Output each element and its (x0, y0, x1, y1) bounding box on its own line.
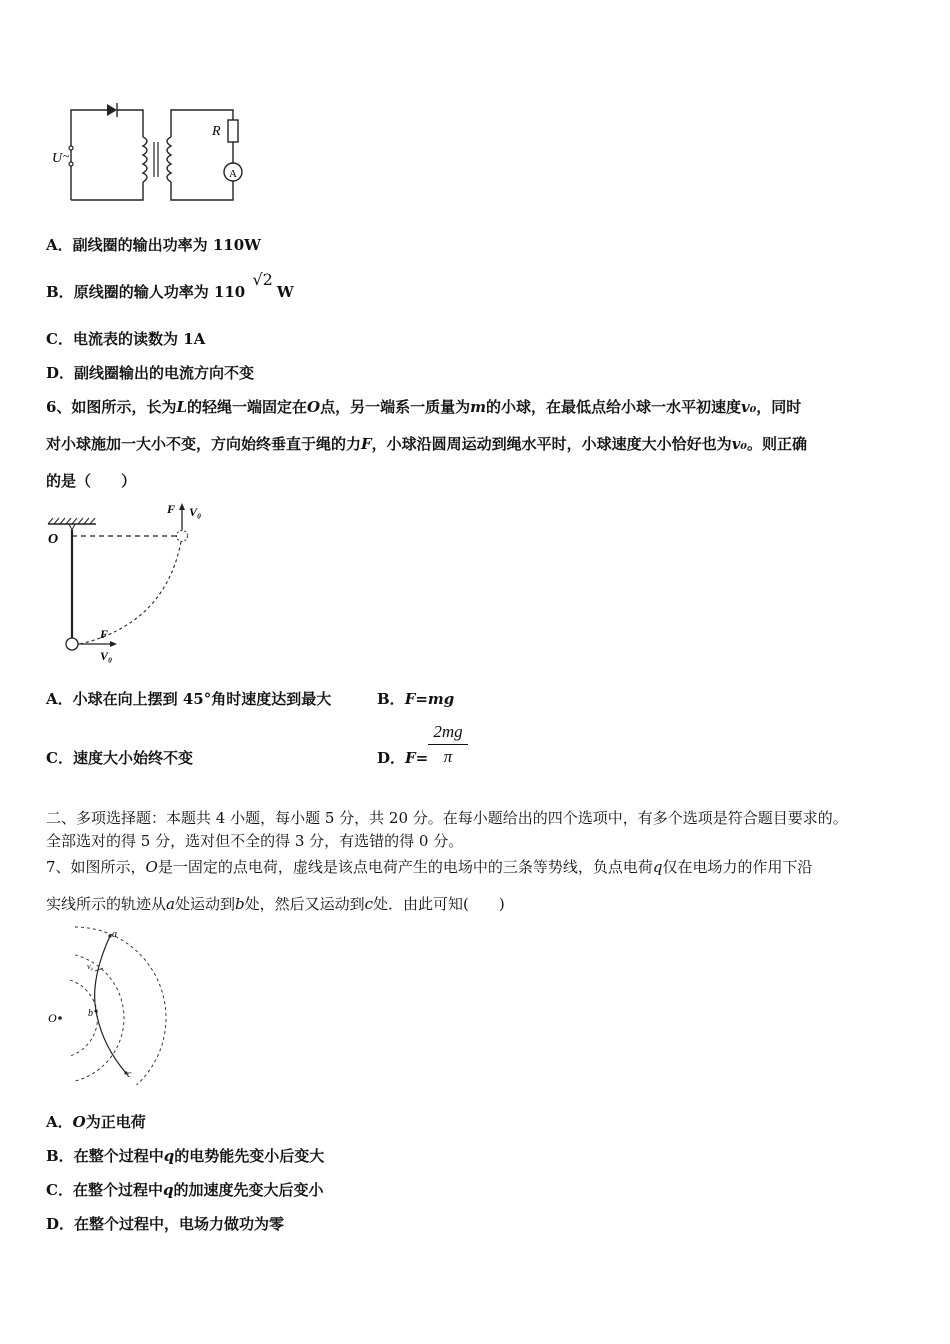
q6-option-d: D．F= (377, 749, 429, 767)
ac-symbol: ~ (63, 149, 70, 163)
section2-heading-line1: 二、多项选择题：本题共 4 小题，每小题 5 分，共 20 分。在每小题给出的四个选项中，有多个选项是符合题目要求的。 (46, 809, 848, 827)
pendulum-figure (40, 498, 220, 670)
point-c-label: c (127, 1069, 132, 1080)
q7-stem-line1: 7、如图所示，O是一固定的点电荷，虚线是该点电荷产生的电场中的三条等势线，负点电荷q仅在电场力的作用下沿 (46, 858, 813, 876)
diode-icon (107, 104, 117, 116)
q7-option-a: A．O为正电荷 (46, 1113, 146, 1131)
q7-option-c: C．在整个过程中q的加速度先变大后变小 (46, 1181, 324, 1199)
voltage-label: U (52, 151, 63, 166)
sqrt2: √2 (252, 270, 273, 289)
q5-option-a: A．副线圈的输出功率为 110W (46, 236, 262, 254)
q6-option-b: B．F=mg (377, 690, 455, 708)
velocity-label: v₀ (87, 962, 94, 971)
q6-stem-line1: 6、如图所示，长为L的轻绳一端固定在O点，另一端系一质量为m的小球，在最低点给小球一水平初速度v₀，同时 (46, 398, 802, 416)
q7-option-b: B．在整个过程中q的电势能先变小后变大 (46, 1147, 325, 1165)
q6-option-c: C．速度大小始终不变 (46, 749, 193, 767)
q5-option-b: B．原线圈的输人功率为 110 √2W (46, 270, 294, 301)
top-velocity-label: V₀ (189, 505, 202, 519)
q7-option-d: D．在整个过程中，电场力做功为零 (46, 1215, 285, 1233)
q6-stem-line2: 对小球施加一大小不变，方向始终垂直于绳的力F，小球沿圆周运动到绳水平时，小球速度大小恰好也为v₀。则正确 (46, 435, 807, 453)
bottom-velocity-label: V₀ (100, 649, 113, 663)
point-b-label: b (88, 1008, 93, 1019)
charge-label: O (48, 1011, 57, 1025)
fraction-denominator: π (443, 747, 453, 766)
q6-option-d-fraction (428, 722, 468, 767)
section2-heading-line2: 全部选对的得 5 分，选对但不全的得 3 分，有选错的得 0 分。 (46, 832, 464, 850)
primary-coil-icon (143, 137, 147, 182)
top-force-label: F (167, 502, 176, 516)
ball-bottom-icon (66, 638, 78, 650)
q6-option-a: A．小球在向上摆到 45°角时速度达到最大 (46, 690, 332, 708)
q5-option-c: C．电流表的读数为 1A (46, 330, 206, 348)
equipotential-figure (40, 925, 170, 1085)
bottom-force-label: F (100, 627, 109, 641)
point-a-label: a (112, 929, 117, 940)
q7-stem-line2: 实线所示的轨迹从a处运动到b处，然后又运动到c处．由此可知( ) (46, 895, 505, 913)
q6-stem-line3: 的是（ ） (46, 472, 137, 490)
pivot-label: O (48, 532, 59, 547)
q5-option-d: D．副线圈输出的电流方向不变 (46, 364, 255, 382)
resistor-icon (228, 120, 238, 142)
fraction-numerator: 2mg (433, 722, 463, 741)
secondary-coil-icon (167, 137, 171, 182)
ball-top-icon (177, 531, 188, 542)
resistor-label: R (212, 124, 221, 139)
ammeter-label: A (229, 168, 237, 180)
transformer-circuit-figure (40, 92, 260, 212)
